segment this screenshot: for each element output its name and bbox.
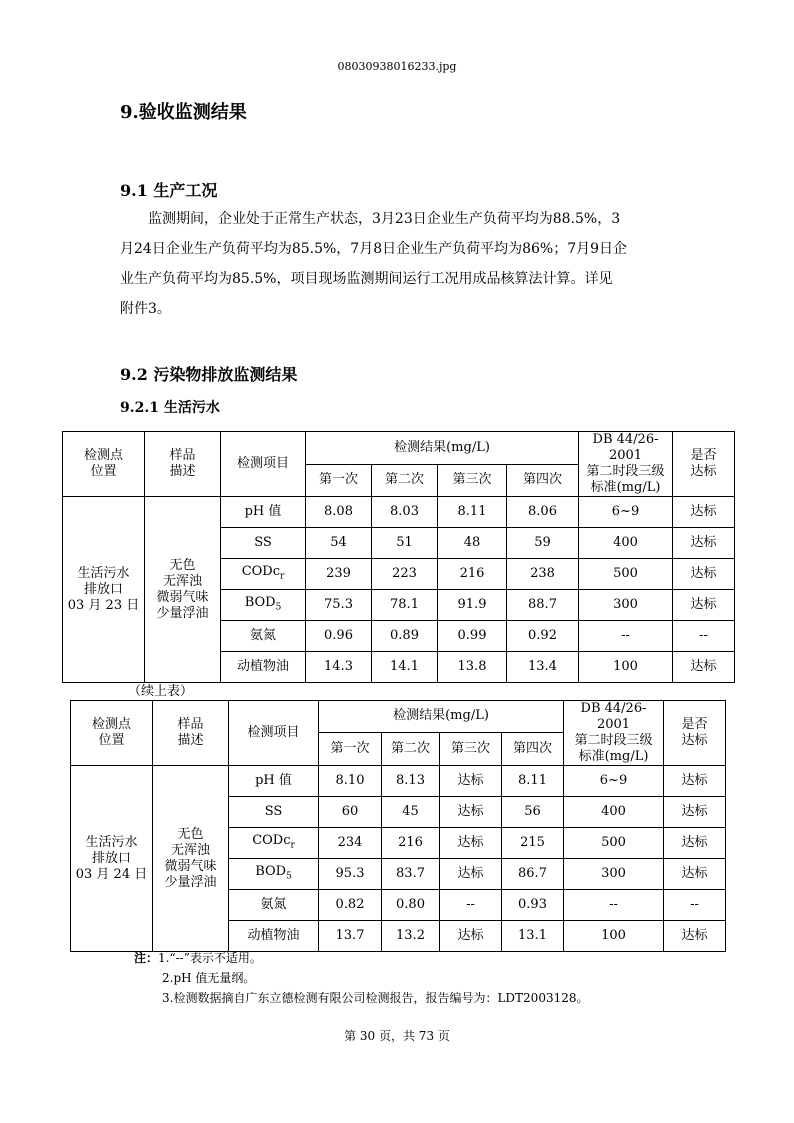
value-cell: 14.3 <box>306 652 372 683</box>
value-cell: 8.11 <box>502 766 564 797</box>
table-row <box>63 497 735 528</box>
value-cell: 54 <box>306 528 372 559</box>
value-cell: 51 <box>372 528 438 559</box>
value-cell: 234 <box>319 828 382 859</box>
header-standard: DB 44/26-2001 第二时段三级 标准(mg/L) <box>579 432 673 497</box>
page-footer: 第 30 页，共 73 页 <box>344 1029 450 1043</box>
value-cell: 56 <box>502 797 564 828</box>
item-cell: 动植物油 <box>221 652 306 683</box>
value-cell: 45 <box>382 797 440 828</box>
value-cell: 95.3 <box>319 859 382 890</box>
note-1: 1.“--”表示不适用。 <box>158 951 262 965</box>
header-result: 检测结果(mg/L) <box>306 432 579 465</box>
value-cell: 13.1 <box>502 921 564 952</box>
value-cell: 223 <box>372 559 438 590</box>
compliance-cell: -- <box>664 890 726 921</box>
value-cell: 59 <box>507 528 579 559</box>
header-r2: 第二次 <box>382 732 440 765</box>
header-result: 检测结果(mg/L) <box>319 701 564 733</box>
compliance-cell: 达标 <box>673 590 735 621</box>
value-cell: 13.2 <box>382 921 440 952</box>
paragraph-line: 业生产负荷平均为85.5%，项目现场监测期间运行工况用成品核算法计算。详见 <box>120 271 613 287</box>
header-item: 检测项目 <box>229 701 319 766</box>
header-item: 检测项目 <box>221 432 306 497</box>
header-r3: 第三次 <box>440 732 502 765</box>
header-r1: 第一次 <box>319 732 382 765</box>
item-cell: pH 值 <box>229 766 319 797</box>
value-cell: 0.89 <box>372 621 438 652</box>
standard-cell: 100 <box>579 652 673 683</box>
compliance-cell: 达标 <box>673 497 735 528</box>
standard-cell: 400 <box>579 528 673 559</box>
header-r3: 第三次 <box>438 464 507 497</box>
value-cell: 13.4 <box>507 652 579 683</box>
production-paragraph <box>120 204 675 324</box>
header-r2: 第二次 <box>372 464 438 497</box>
note-2: 2.pH 值无量纲。 <box>162 971 256 985</box>
sample-cell: 无色 无浑浊 微弱气味 少量浮油 <box>153 766 229 952</box>
header-r4: 第四次 <box>502 732 564 765</box>
item-cell: SS <box>229 797 319 828</box>
item-cell: 氨氮 <box>229 890 319 921</box>
notes-label: 注： <box>134 951 159 965</box>
value-cell: 48 <box>438 528 507 559</box>
value-cell: 8.06 <box>507 497 579 528</box>
value-cell: 达标 <box>440 859 502 890</box>
subsection-9-2-title: 9.2 污染物排放监测结果 <box>120 365 298 384</box>
value-cell: 达标 <box>440 921 502 952</box>
value-cell: 8.13 <box>382 766 440 797</box>
value-cell: 8.03 <box>372 497 438 528</box>
table-0323 <box>62 431 735 683</box>
value-cell: 达标 <box>440 766 502 797</box>
item-cell: CODc$_r$ <box>229 828 319 859</box>
sample-cell: 无色 无浑浊 微弱气味 少量浮油 <box>145 497 221 683</box>
standard-cell: -- <box>579 621 673 652</box>
value-cell: 238 <box>507 559 579 590</box>
item-cell: pH 值 <box>221 497 306 528</box>
value-cell: 0.80 <box>382 890 440 921</box>
standard-cell: 400 <box>564 797 664 828</box>
table-row <box>71 766 726 797</box>
item-cell: 动植物油 <box>229 921 319 952</box>
value-cell: 91.9 <box>438 590 507 621</box>
value-cell: 0.82 <box>319 890 382 921</box>
value-cell: 0.92 <box>507 621 579 652</box>
item-cell: $BOD_5$ <box>221 590 306 621</box>
compliance-cell: 达标 <box>673 528 735 559</box>
standard-cell: -- <box>564 890 664 921</box>
value-cell: 8.11 <box>438 497 507 528</box>
value-cell: 13.8 <box>438 652 507 683</box>
standard-cell: 300 <box>564 859 664 890</box>
standard-cell: 300 <box>579 590 673 621</box>
standard-cell: 6~9 <box>579 497 673 528</box>
compliance-cell: 达标 <box>664 921 726 952</box>
value-cell: 239 <box>306 559 372 590</box>
paragraph-line: 月24日企业生产负荷平均为85.5%，7月8日企业生产负荷平均为86%；7月9日企 <box>120 241 628 257</box>
compliance-cell: 达标 <box>664 859 726 890</box>
standard-cell: 500 <box>579 559 673 590</box>
value-cell: 215 <box>502 828 564 859</box>
header-r4: 第四次 <box>507 464 579 497</box>
value-cell: 78.1 <box>372 590 438 621</box>
value-cell: 0.96 <box>306 621 372 652</box>
header-compliance: 是否 达标 <box>664 701 726 766</box>
standard-cell: 500 <box>564 828 664 859</box>
value-cell: -- <box>440 890 502 921</box>
header-sample: 样品 描述 <box>145 432 221 497</box>
value-cell: 13.7 <box>319 921 382 952</box>
item-cell: 氨氮 <box>221 621 306 652</box>
value-cell: 达标 <box>440 797 502 828</box>
paragraph-line: 监测期间，企业处于正常生产状态，3月23日企业生产负荷平均为88.5%，3 <box>120 211 621 227</box>
point-cell: 生活污水 排放口 03 月 23 日 <box>63 497 145 683</box>
value-cell: 75.3 <box>306 590 372 621</box>
value-cell: 14.1 <box>372 652 438 683</box>
paragraph-line: 附件3。 <box>120 301 171 317</box>
subsection-9-2-1-title: 9.2.1 生活污水 <box>120 400 220 416</box>
compliance-cell: 达标 <box>664 828 726 859</box>
item-cell: $BOD_5$ <box>229 859 319 890</box>
value-cell: 0.93 <box>502 890 564 921</box>
standard-cell: 6~9 <box>564 766 664 797</box>
section-title: 9.验收监测结果 <box>120 102 247 123</box>
header-sample: 样品 描述 <box>153 701 229 766</box>
header-r1: 第一次 <box>306 464 372 497</box>
header-standard: DB 44/26-2001 第二时段三级 标准(mg/L) <box>564 701 664 766</box>
value-cell: 216 <box>438 559 507 590</box>
continued-label: （续上表） <box>128 684 194 699</box>
compliance-cell: 达标 <box>673 559 735 590</box>
compliance-cell: 达标 <box>673 652 735 683</box>
value-cell: 83.7 <box>382 859 440 890</box>
compliance-cell: 达标 <box>664 797 726 828</box>
value-cell: 8.08 <box>306 497 372 528</box>
item-cell: CODc$_r$ <box>221 559 306 590</box>
note-3: 3.检测数据摘自广东立德检测有限公司检测报告，报告编号为：LDT2003128。 <box>162 991 589 1005</box>
compliance-cell: 达标 <box>664 766 726 797</box>
value-cell: 60 <box>319 797 382 828</box>
point-cell: 生活污水 排放口 03 月 24 日 <box>71 766 153 952</box>
image-filename: 08030938016233.jpg <box>337 60 457 73</box>
value-cell: 8.10 <box>319 766 382 797</box>
standard-cell: 100 <box>564 921 664 952</box>
header-compliance: 是否 达标 <box>673 432 735 497</box>
header-point: 检测点 位置 <box>63 432 145 497</box>
value-cell: 88.7 <box>507 590 579 621</box>
header-point: 检测点 位置 <box>71 701 153 766</box>
compliance-cell: -- <box>673 621 735 652</box>
value-cell: 216 <box>382 828 440 859</box>
table-0324 <box>70 700 726 952</box>
item-cell: SS <box>221 528 306 559</box>
value-cell: 86.7 <box>502 859 564 890</box>
value-cell: 达标 <box>440 828 502 859</box>
notes <box>134 948 589 1008</box>
value-cell: 0.99 <box>438 621 507 652</box>
subsection-9-1-title: 9.1 生产工况 <box>120 181 218 200</box>
